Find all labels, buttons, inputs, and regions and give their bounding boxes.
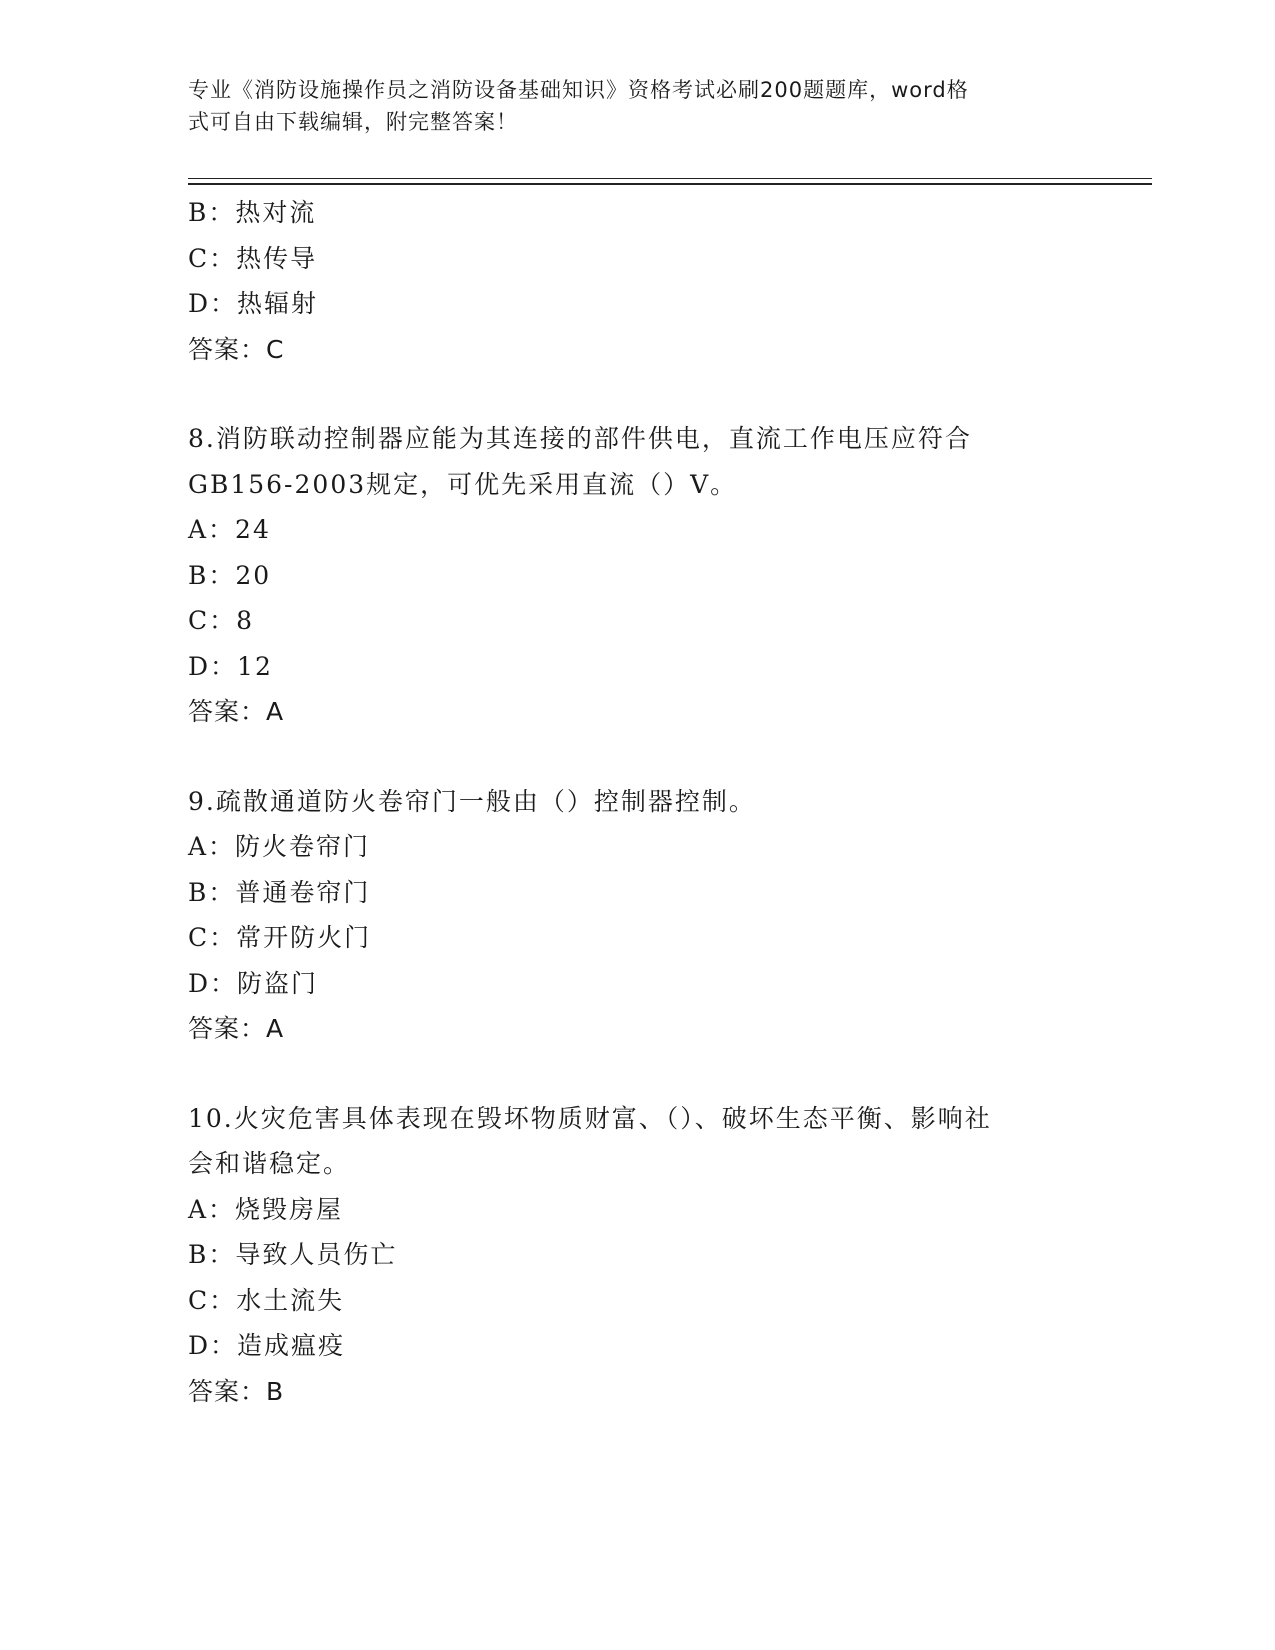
option-a: A：24: [188, 515, 271, 544]
partial-question: [188, 190, 1088, 372]
spacer: [188, 372, 1088, 416]
option-b: B：普通卷帘门: [188, 877, 371, 907]
header-rule-thin: [188, 178, 1152, 179]
header-title-line-1: 专业《消防设施操作员之消防设备基础知识》资格考试必刷200题题库，word格: [188, 78, 969, 102]
question-8: [188, 416, 1088, 735]
answer-line: 答案：B: [188, 1376, 285, 1406]
option-b: B：20: [188, 560, 272, 590]
answer-line: 答案：A: [188, 697, 285, 726]
option-a: A：烧毁房屋: [188, 1194, 344, 1224]
option-c: C：常开防火门: [188, 923, 372, 952]
question-10: [188, 1096, 1088, 1415]
option-d: D：12: [188, 651, 273, 681]
option-a: A：防火卷帘门: [188, 832, 371, 861]
answer-line: 答案：A: [188, 1014, 285, 1043]
question-text-line-2: GB156-2003规定，可优先采用直流（）V。: [188, 469, 738, 499]
question-text-line-2: 会和谐稳定。: [188, 1149, 351, 1178]
question-text-line-1: 10.火灾危害具体表现在毁坏物质财富、（）、破坏生态平衡、影响社: [188, 1103, 992, 1133]
option-d: D：热辐射: [188, 289, 319, 318]
header-title-line-2: 式可自由下载编辑，附完整答案！: [188, 110, 518, 134]
option-c: C：8: [188, 606, 255, 635]
spacer: [188, 1052, 1088, 1096]
question-text-line-1: 8.消防联动控制器应能为其连接的部件供电，直流工作电压应符合: [188, 424, 972, 453]
option-b: B：导致人员伤亡: [188, 1240, 398, 1269]
option-d: D：造成瘟疫: [188, 1331, 346, 1360]
option-c: C：水土流失: [188, 1285, 345, 1315]
header-rule-thick: [188, 183, 1152, 185]
question-9: [188, 779, 1088, 1052]
answer-line: 答案：C: [188, 334, 285, 364]
spacer: [188, 735, 1088, 779]
option-b: B：热对流: [188, 198, 317, 227]
document-header: [188, 74, 1088, 138]
question-list: [188, 190, 1088, 1414]
option-c: C：热传导: [188, 243, 318, 273]
question-text-line-1: 9.疏散通道防火卷帘门一般由（）控制器控制。: [188, 786, 756, 816]
option-d: D：防盗门: [188, 968, 319, 998]
